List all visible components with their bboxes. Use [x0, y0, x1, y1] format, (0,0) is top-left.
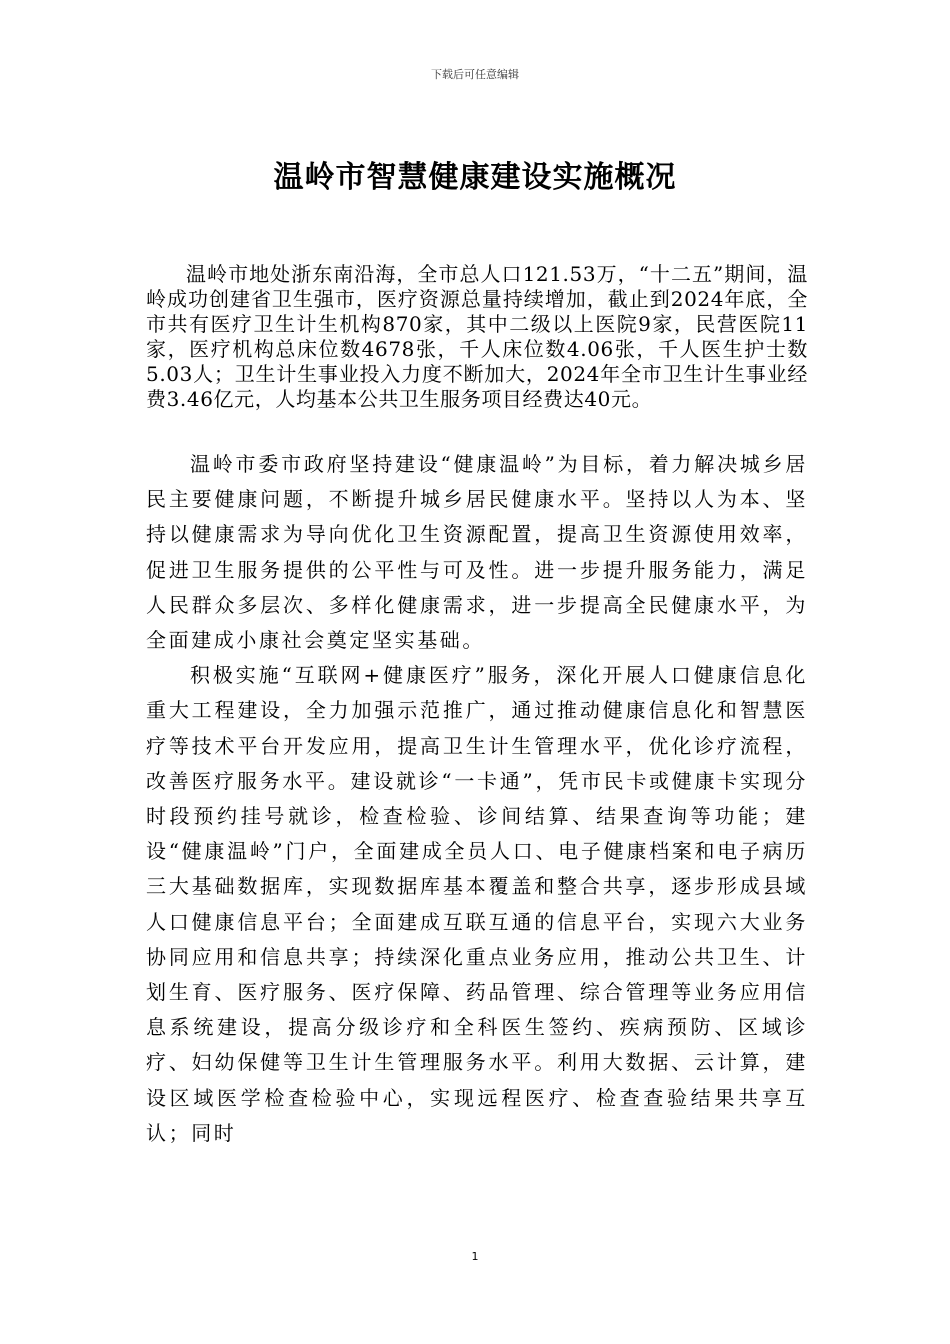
paragraph-3: 积极实施“互联网+健康医疗”服务，深化开展人口健康信息化重大工程建设，全力加强示范推广，通过推动健康信息化和智慧医疗等技术平台开发应用，提高卫生计生管理水平，优化诊疗流程，改善医疗服务水平。建设就诊“一卡通”，凭市民卡或健康卡实现分时段预约挂号就诊，检查检验、诊间结算、结果查询等功能；建设“健康温岭”门户，全面建成全员人口、电子健康档案和电子病历三大基础数据库，实现数据库基本覆盖和整合共享，逐步形成县域人口健康信息平台；全面建成互联互通的信息平台，实现六大业务协同应用和信息共享；持续深化重点业务应用，推动公共卫生、计划生育、医疗服务、医疗保障、药品管理、综合管理等业务应用信息系统建设，提高分级诊疗和全科医生签约、疾病预防、区域诊疗、妇幼保健等卫生计生管理服务水平。利用大数据、云计算，建设区域医学检查检验中心，实现远程医疗、检查查验结果共享互认；同时 [146, 663, 808, 1145]
header-note: 下载后可任意编辑 [431, 68, 519, 81]
paragraph-1: 温岭市地处浙东南沿海，全市总人口121.53万，“十二五”期间，温岭成功创建省卫生强市，医疗资源总量持续增加，截止到2024年底，全市共有医疗卫生计生机构870家，其中二级以上医院9家，民营医院11家，医疗机构总床位数4678张，千人床位数4.06张，千人医生护士数5.03人；卫生计生事业投入力度不断加大，2024年全市卫生计生事业经费3.46亿元，人均基本公共卫生服务项目经费达40元。 [146, 262, 808, 411]
document-title: 温岭市智慧健康建设实施概况 [273, 160, 677, 195]
page-number: 1 [471, 1250, 479, 1263]
body-section-intro [146, 262, 808, 412]
body-section-main [146, 447, 808, 1151]
paragraph-2: 温岭市委市政府坚持建设“健康温岭”为目标，着力解决城乡居民主要健康问题，不断提升城乡居民健康水平。坚持以人为本、坚持以健康需求为导向优化卫生资源配置，提高卫生资源使用效率，促进卫生服务提供的公平性与可及性。进一步提升服务能力，满足人民群众多层次、多样化健康需求，进一步提高全民健康水平，为全面建成小康社会奠定坚实基础。 [146, 452, 808, 653]
